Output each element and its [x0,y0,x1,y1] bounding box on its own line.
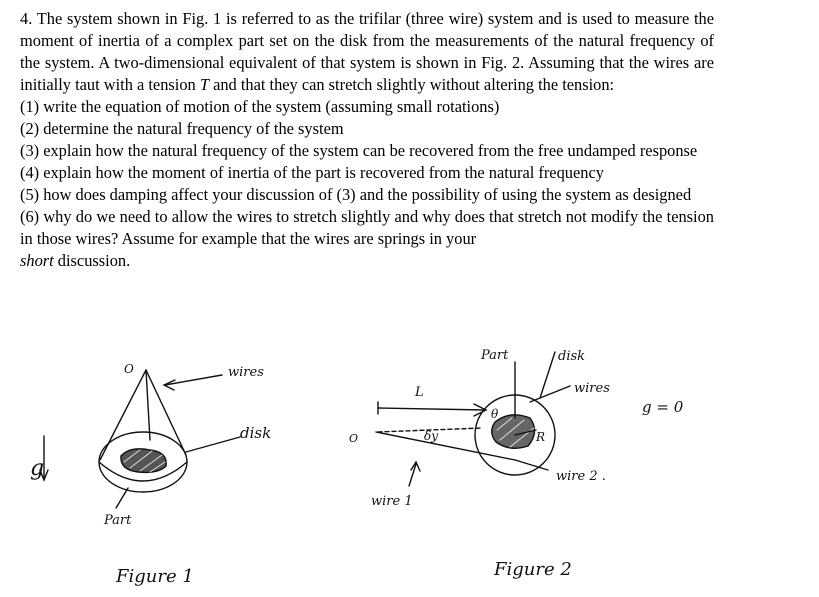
intro-line-3: measurements of the natural frequency of the system. A two-dimensional equivalent of [20,31,715,72]
fig2-R-label: R [536,430,546,444]
fig1-disk-label: disk [240,424,272,442]
intro-line-4: that system is shown in Fig. 2. Assuming that the wires are initially taut with a tension [20,53,714,94]
fig2-wire1-label: wire 1 [371,494,413,509]
item6-emphasis: short [20,251,54,270]
item6-tail: discussion. [53,251,131,270]
fig2-wires-label: wires [574,381,610,396]
figure-1 [30,362,271,587]
fig1-wire-left [100,370,146,460]
question-item-4: (4) explain how the moment of inertia of the part is recovered from the natural frequency [20,163,604,182]
fig2-disk-pointer [540,352,555,398]
fig2-disk-label: disk [558,349,586,364]
fig2-L-label: L [415,385,424,400]
fig1-wire-center [146,370,150,440]
question-item-2: (2) determine the natural frequency of the system [20,119,344,138]
fig1-wires-pointer-head [164,380,175,390]
fig2-caption: Figure 2 [494,559,572,580]
intro-line-1: The system shown in Fig. 1 is referred to as the trifilar (three wire) system and is used [36,9,613,28]
fig1-wires-label: wires [228,365,264,380]
fig1-part [121,449,166,473]
fig2-gravity-label: g = 0 [642,398,684,416]
fig1-disk-pointer [186,437,240,452]
fig2-wire2 [515,460,548,470]
intro-line-5: and that they can stretch slightly without altering the tension: [213,75,615,94]
fig2-wires-pointer [530,386,570,402]
intro-line-2: to measure the moment of inertia of a complex part set on the disk from the [20,9,714,50]
question-item-1: (1) write the equation of motion of the system (assuming small rotations) [20,97,500,116]
figure-2 [349,348,684,580]
fig1-g-label: g [30,456,45,481]
question-item-3: (3) explain how the natural frequency of the system can be recovered from the free undamped response [20,141,698,160]
fig2-pivot-label: O [349,432,359,445]
fig2-theta-label: θ [491,407,499,421]
problem-number: 4. [20,9,33,28]
question-item-5: (5) how does damping affect your discussion of (3) and the possibility of using the system as designed [20,185,692,204]
fig2-dy-label: δy [424,429,439,443]
fig1-caption: Figure 1 [116,566,194,587]
fig2-part-label: Part [481,348,509,363]
fig2-dim-line [378,408,485,410]
tension-symbol: T [199,75,209,94]
fig1-pivot-label: O [124,362,134,376]
fig1-part-label: Part [104,513,132,528]
item6-text: (6) why do we need to allow the wires to stretch slightly and why does that stretch not modify the tension in those wires? Assume for example that the wires are springs in your [20,207,714,248]
fig2-wire2-label: wire 2 . [556,469,606,484]
fig1-part-pointer [116,488,128,508]
